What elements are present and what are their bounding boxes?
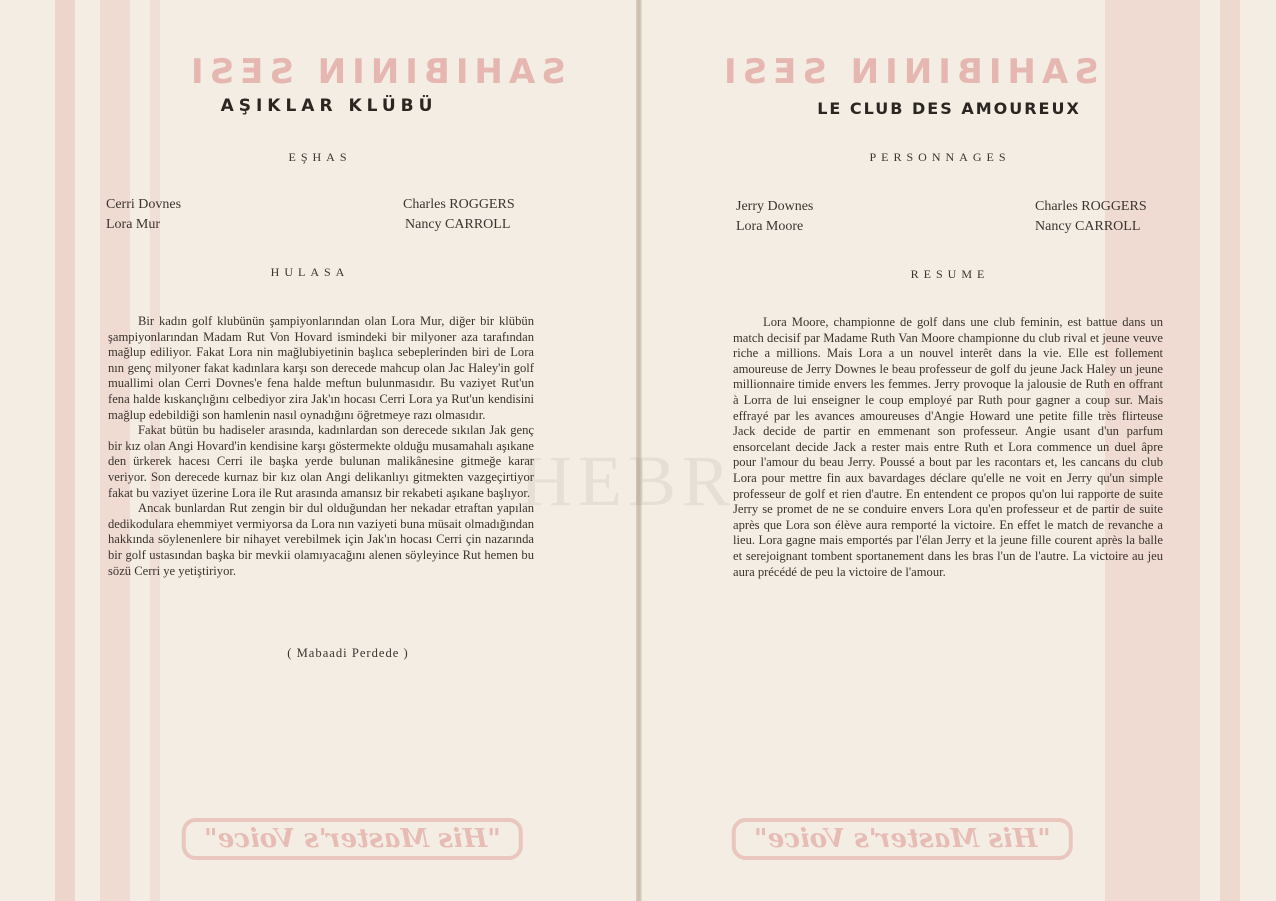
ghost-logo: SAHIBININ SESI [185, 52, 566, 92]
cast-role: Jerry Downes [736, 199, 814, 214]
cast-actor: Charles ROGGERS [403, 197, 515, 212]
cast-heading: PERSONNAGES [869, 150, 1011, 164]
cast-role: Cerri Dovnes [106, 197, 182, 212]
cast-actor: Charles ROGGERS [1035, 199, 1147, 214]
cast-actor: Nancy CARROLL [1035, 219, 1141, 234]
ghost-footer: "His Master's Voice" [182, 818, 523, 860]
cast-role: Lora Mur [106, 217, 161, 232]
summary-heading: HULASA [270, 265, 350, 279]
summary-paragraph: Fakat bütün bu hadiseler arasında, kadınlardan son derecede sıkılan Jak genç bir kız olan Angi Hovard'in kendisine karşı göstermekte olduğu musamahalı aşıkane den ürkerek hacesı Cerri ile başka yerde bulunan malikânesine gitmeğe karar veriyor. Son derecede kurnaz bir kız olan Angi delikanlıyı gitmekten vazgeçirtiyor fakat bu vaziyet üzerine Lora ile Rut arasında amansız bir rekabeti aşıkane başlıyor. [108, 423, 534, 500]
cast-role: Lora Moore [736, 219, 804, 234]
summary-paragraph: Ancak bunlardan Rut zengin bir dul olduğundan her nekadar etraftan yapılan dedikodulara ehemmiyet vermiyorsa da Lora nın vaziyeti buna müsait olmadığından hakkında söylenenlere bir nihayet verebilmek için Jak'ın hocası Cerri çin nazarında bir golf ustasından başka bir mevkii olamıyacağını alenen söyleyince Rut hemen bu sözü Cerri ye yetiştiriyor. [108, 501, 534, 578]
continued-note: ( Mabaadi Perdede ) [287, 646, 409, 660]
bleed-stripe [55, 0, 75, 901]
cast-actor: Nancy CARROLL [405, 217, 511, 232]
summary-paragraph: Bir kadın golf klubünün şampiyonlarından olan Lora Mur, diğer bir klübün şampiyonlarından Madam Rut Von Hovard ismindeki bir milyoner aza tarafından mağlup ediliyor. Fakat Lora nin mağlubiyetinin başlıca sebeplerinden biri de Lora nın genç milyoner fakat kadınlara karşı son derecede mahcup olan Jac Haley'in golf muallimi olan Cerri Dovnes'e fena halde meftun bulunmasıdır. Bu vaziyet Rut'un fena halde kıskançlığını celbediyor zira Jak'ın hocası Cerri Lora ya Rut'un kendisini mağlup edebildiği son hamlenin nasıl oynadığını öğretmeye razı olmasıdır. [108, 314, 534, 422]
ghost-footer: "His Master's Voice" [732, 818, 1073, 860]
summary-paragraph: Lora Moore, championne de golf dans une club feminin, est battue dans un match decisif par Madame Ruth Van Moore championne du club rival et jeune veuve riche a millions. Mais Lora a un nouvel interêt dans la vie. Elle est follement amoureuse de Jerry Downes le beau professeur de golf du jeune Jack Haley un jeune millionnaire timide envers les femmes. Jerry provoque la jalousie de Ruth en offrant à Lorra de lui enseigner le coup employé par Ruth pour gagner a coup sur. Mais effrayé par les avances amoureuses d'Angie Howard une petite fille très flirteuse Jack decide de partir en emmenant son professeur. Angie usant d'un parfum ensorcelant decide Jack a rester mais entre Ruth et Lora commence un duel âpre pour l'amour du beau Jerry. Poussé a bout par les racontars et, les cancans du club Lora pour mettre fin aux bavardages déclare qu'elle ne voit en Jerry qu'un simple professeur de golf et rien d'autre. En entendent ce propos qu'on lui rapporte de suite Jerry se promet de ne se conduire envers Lora qu'en professeur et de partir de suite après que Lora son élève aura remporté la victoire. En effet le match de revanche a lieu. Lora gagne mais emportés par l'élan Jerry et la jeune fille courent après la balle et serejoignant tombent sportanement dans les bras l'un de l'autre. La victoire au jeu aura précédé de peu la victoire de l'amour. [733, 315, 1163, 579]
summary-body [108, 314, 534, 579]
ghost-logo: SAHIBININ SESI [718, 52, 1099, 92]
page-title-turkish: AŞIKLAR KLÜBÜ [220, 96, 438, 116]
bleed-stripe [1220, 0, 1240, 901]
page-title-french: LE CLUB DES AMOUREUX [817, 99, 1081, 118]
watermark: HEBR [520, 441, 737, 521]
cast-heading: EŞHAS [288, 150, 352, 164]
summary-body [733, 315, 1163, 580]
summary-heading: RESUME [910, 267, 990, 281]
